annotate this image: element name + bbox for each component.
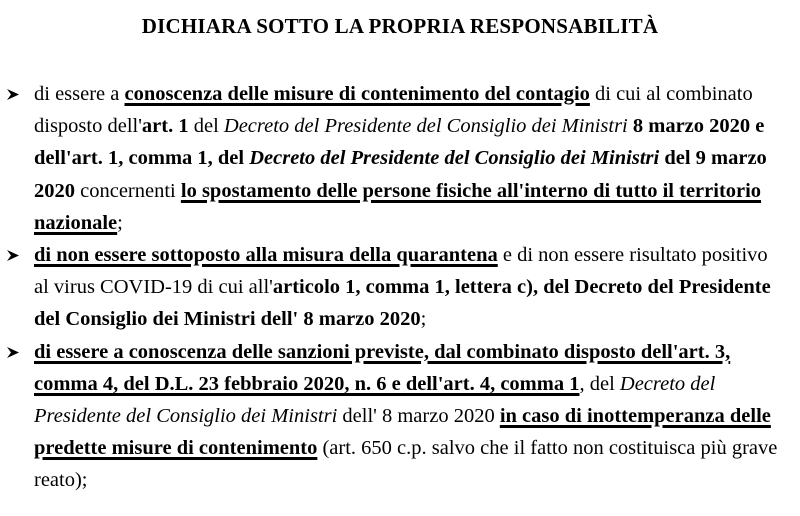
page-title: DICHIARA SOTTO LA PROPRIA RESPONSABILITÀ [141,14,659,38]
item-text-underlined: lo spostamento delle persone fisiche all'interno di tutto il territorio nazionale [34,179,762,234]
item-text: (art. 650 c.p. salvo che il fatto non costituisca più grave reato); [34,437,778,492]
arrow-bullet-icon [6,336,20,368]
item-text-italic: Decreto del Presidente del Consiglio dei Ministri [223,115,628,138]
arrow-bullet-icon [6,78,20,110]
item-text: concernenti [75,179,181,202]
item-text-underlined: conoscenza delle misure di contenimento del contagio [124,83,590,105]
item-text-bold: e dell'art. 1, comma 1, del [34,115,765,170]
item-text: ; [117,211,123,234]
item-text: e di non essere risultato positivo al virus COVID-19 di cui all' [34,244,768,299]
item-text-bold: 8 marzo 2020 [627,115,751,138]
item-text: di essere a [34,83,125,105]
item-text: dell' 8 marzo 2020 [337,405,500,428]
list-item [0,336,800,497]
list-item [0,239,800,336]
item-text-underlined: in caso di inottemperanza delle predette misure di contenimento [34,405,771,460]
item-text-bold: articolo 1, comma 1, lettera c), del Decreto del Presidente del Consiglio dei Ministri dell' 8 marzo 2020 [34,276,771,331]
item-text-italic: Decreto del Presidente del Consiglio dei Ministri [34,372,716,428]
declaration-list [0,78,800,497]
item-text: di cui al combinato disposto dell' [34,83,753,138]
item-text: del [188,115,224,138]
item-text-bold-italic: Decreto del Presidente del Consiglio dei Ministri [249,147,660,170]
item-text-bold: art. 1 [141,115,189,138]
arrow-bullet-icon [6,239,20,271]
item-text-bold: del 9 marzo 2020 [34,147,767,202]
item-text: , del [579,372,620,395]
item-text-underlined: di non essere sottoposto alla misura della quarantena [34,244,498,267]
item-text: ; [420,308,427,331]
list-item [0,78,800,239]
item-text-underlined: di essere a conoscenza delle sanzioni previste, dal combinato disposto dell'art. 3, comma 4, del D.L. 23 febbraio 2020, n. 6 e dell'art. 4, comma 1 [34,340,731,395]
